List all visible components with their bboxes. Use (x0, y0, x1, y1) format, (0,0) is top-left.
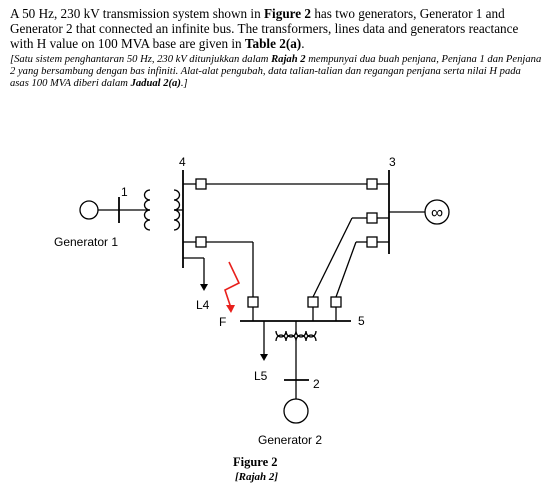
transformer-1 (145, 190, 184, 230)
line-4-5 (183, 237, 258, 321)
text-run: .] (180, 78, 188, 90)
fault-arrow (219, 262, 239, 329)
breaker (331, 297, 341, 307)
infinite-bus-symbol: ∞ (430, 203, 444, 222)
transformer-2 (276, 321, 316, 380)
text-run: A 50 Hz, 230 kV transmission system shown in (10, 6, 264, 21)
text-run: has two generators, Generator 1 and Generator 2 that connected an infinite bus. The transformers, lines data and generators reactance with H value on 100 MVA base are given in (10, 6, 519, 52)
text-run: Jadual 2(a) (130, 78, 181, 90)
line-4-3 (183, 179, 389, 189)
text-run: [Satu sistem penghantaran 50 Hz, 230 kV ditunjukkan dalam (10, 53, 272, 65)
text-run: mempunyai dua buah penjana, Penjana 1 dan Penjana 2 yang bersambung dengan bas infiniti. Alat-alat pengubah, data talian-talian dan regangan penjana serta nilai H pada asas 100 MVA diberi dalam (10, 53, 542, 90)
line-3-5-circuit-b (331, 237, 389, 321)
breaker (196, 237, 206, 247)
load-4 (183, 258, 210, 312)
fault-lightning (225, 262, 239, 308)
text-run: Rajah 2 (271, 53, 306, 65)
bus-4-label: 4 (179, 155, 186, 169)
text-run: Table 2(a) (244, 36, 302, 52)
breaker (196, 179, 206, 189)
generator-1-symbol (80, 201, 98, 219)
generator-2-label: Generator 2 (258, 433, 323, 447)
generator-1-label: Generator 1 (54, 235, 119, 249)
breaker (248, 297, 258, 307)
breaker (308, 297, 318, 307)
generator-2-symbol (284, 399, 308, 423)
text-run: Figure 2 (264, 6, 312, 21)
breaker (367, 237, 377, 247)
bus-3-label: 3 (389, 155, 396, 169)
figure-caption: Figure 2 (233, 455, 278, 469)
generator-1 (54, 185, 150, 249)
bus-2-label: 2 (313, 377, 320, 391)
bus-1-label: 1 (121, 185, 128, 199)
load-4-label: L4 (196, 298, 210, 312)
breaker (367, 213, 377, 223)
figure-caption-malay: [Rajah 2] (235, 471, 279, 483)
bus-5-label: 5 (358, 314, 365, 328)
breaker (367, 179, 377, 189)
fault-label: F (219, 315, 227, 329)
text-run: . (301, 36, 305, 52)
load-5-label: L5 (254, 369, 268, 383)
load-5 (254, 321, 268, 383)
line-3-5-circuit-a (308, 213, 389, 321)
